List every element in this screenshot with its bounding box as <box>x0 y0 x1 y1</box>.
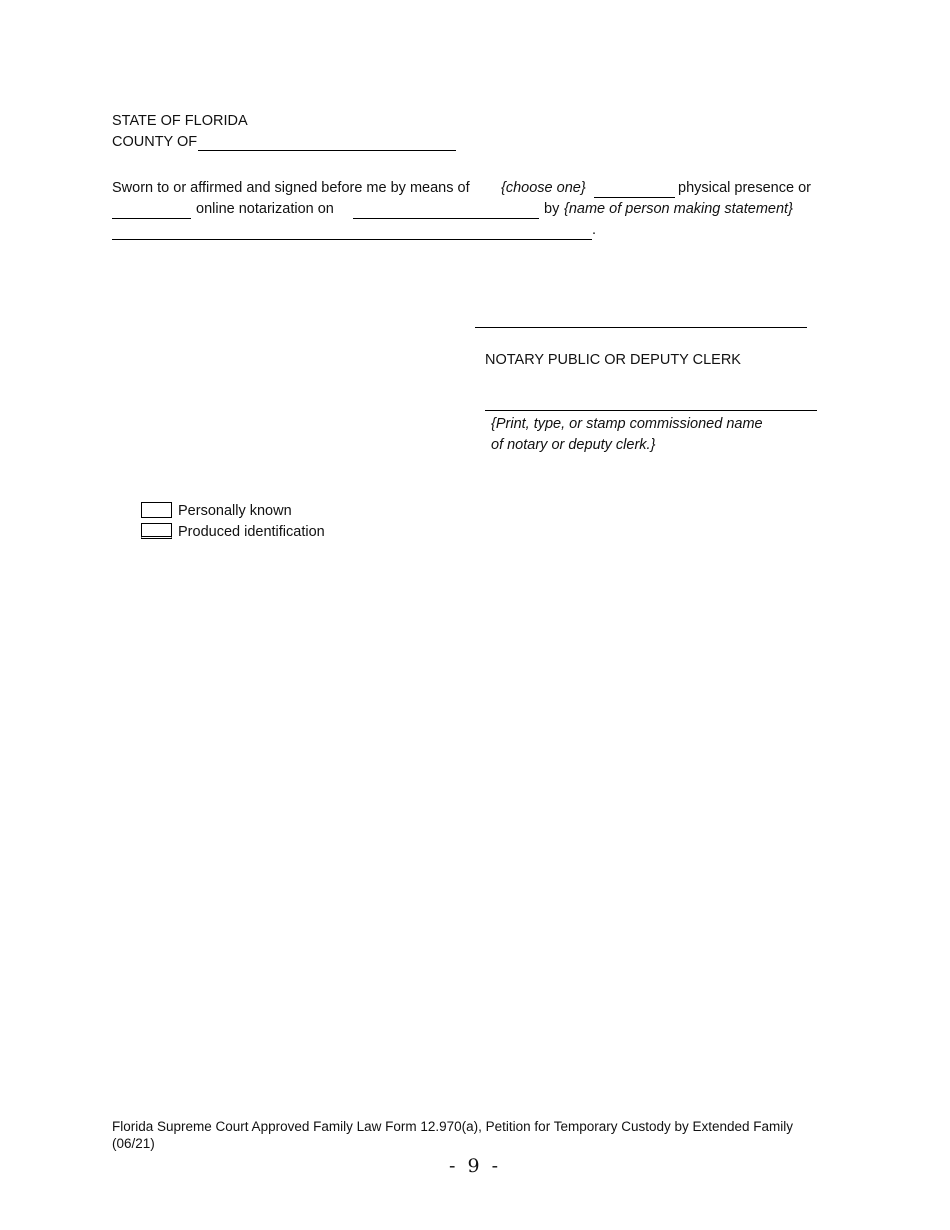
physical-presence-label: physical presence or <box>678 180 811 196</box>
produced-identification-checkbox[interactable] <box>141 523 172 539</box>
person-name-prompt: {name of person making statement} <box>564 201 793 217</box>
physical-presence-blank[interactable] <box>594 197 675 198</box>
statement-period: . <box>592 222 597 238</box>
online-notarization-blank[interactable] <box>112 218 191 219</box>
choose-one-prompt: {choose one} <box>501 180 586 196</box>
sworn-statement-text: Sworn to or affirmed and signed before me by means of <box>112 180 470 196</box>
page-number: - 9 - <box>448 1155 501 1177</box>
by-label: by <box>544 201 560 217</box>
footer-form-title: Florida Supreme Court Approved Family Law Form 12.970(a), Petition for Temporary Custody by Extended Family <box>112 1119 794 1134</box>
notary-title: NOTARY PUBLIC OR DEPUTY CLERK <box>485 352 741 368</box>
person-name-blank[interactable] <box>112 239 592 240</box>
county-blank-line[interactable] <box>198 150 456 151</box>
notary-print-instruction-2: of notary or deputy clerk.} <box>491 437 656 453</box>
personally-known-label: Personally known <box>178 503 292 519</box>
notary-name-line[interactable] <box>485 410 817 411</box>
state-label: STATE OF FLORIDA <box>112 113 248 129</box>
online-notarization-label: online notarization on <box>196 201 334 217</box>
footer-form-date: (06/21) <box>112 1136 155 1151</box>
notary-signature-line[interactable] <box>475 327 807 328</box>
county-label: COUNTY OF <box>112 134 198 150</box>
produced-identification-label: Produced identification <box>178 524 325 540</box>
notarization-date-blank[interactable] <box>353 218 539 219</box>
notary-print-instruction-1: {Print, type, or stamp commissioned name <box>491 416 763 432</box>
personally-known-checkbox[interactable] <box>141 502 172 518</box>
